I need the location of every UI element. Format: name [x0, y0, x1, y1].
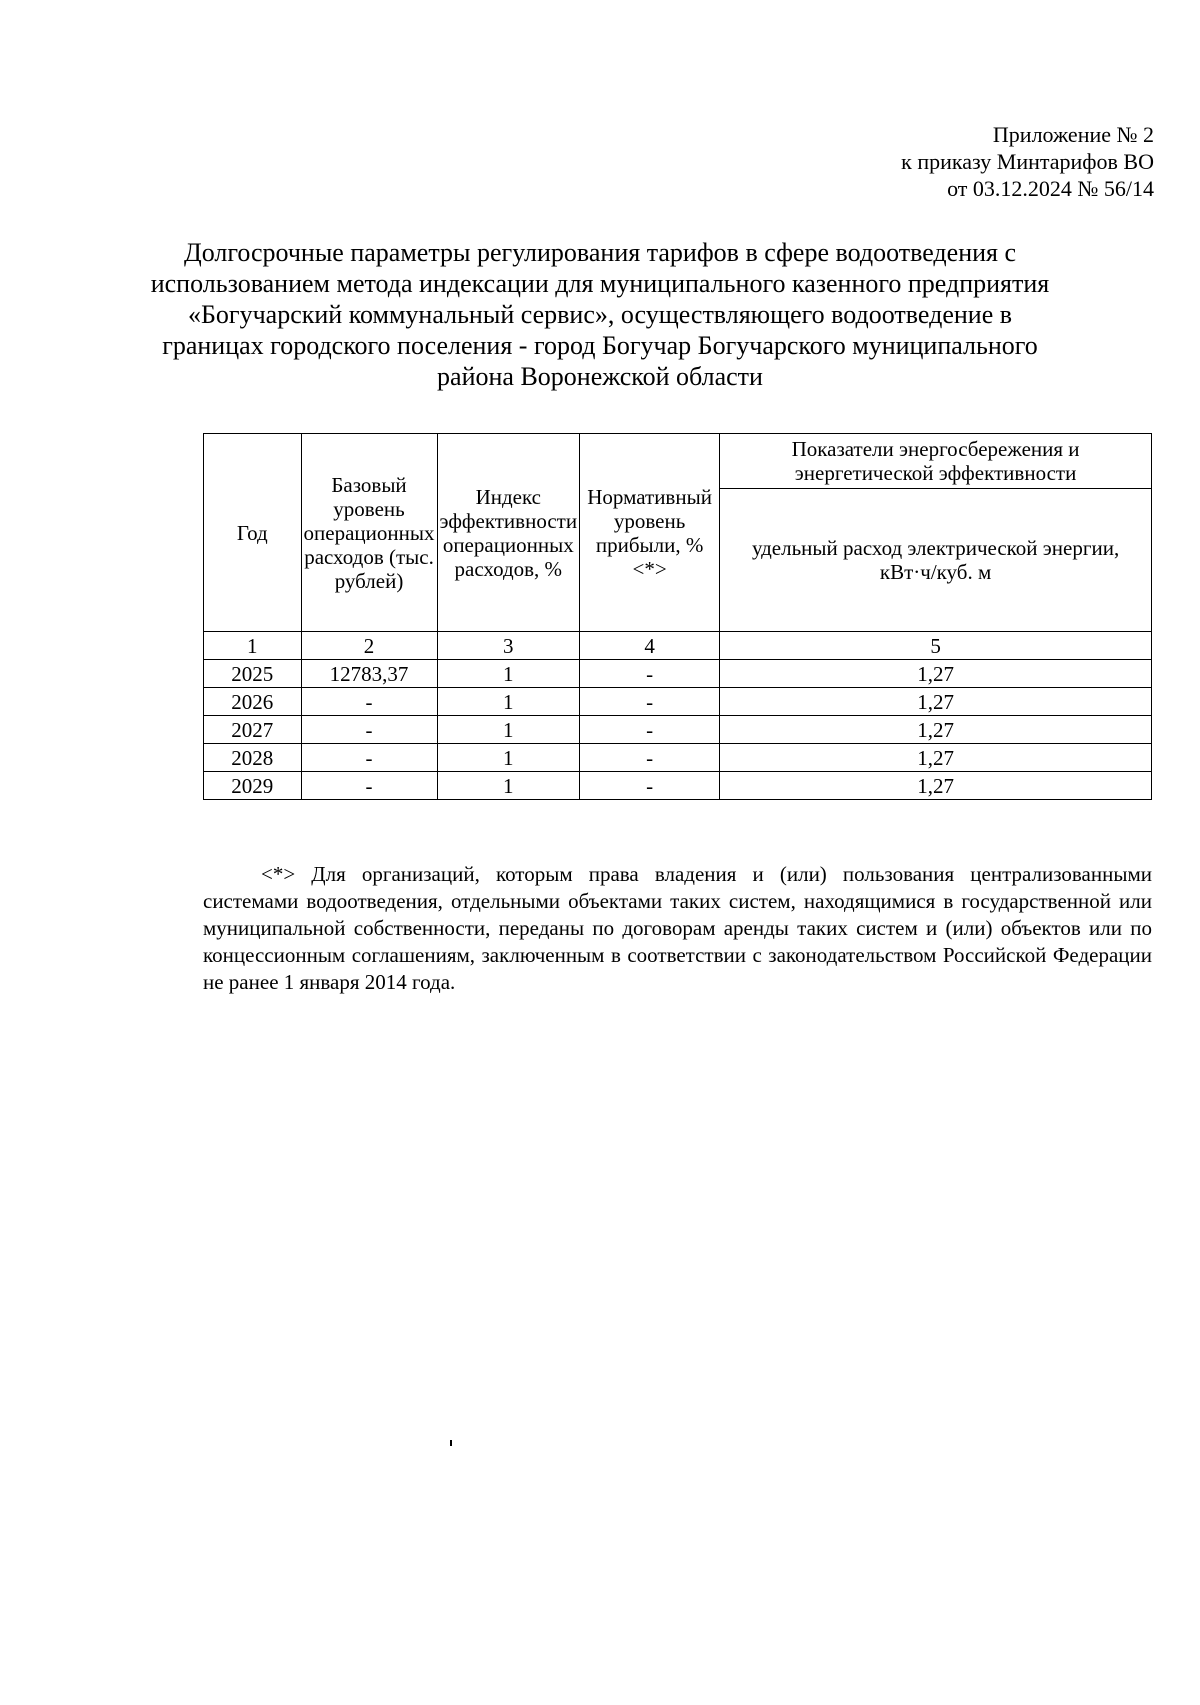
cell-base-level: - [301, 744, 437, 772]
cell-base-level: 12783,37 [301, 660, 437, 688]
header-normative-profit: Нормативный уровень прибыли, % <*> [580, 434, 720, 632]
cell-normative-profit: - [580, 744, 720, 772]
header-year: Год [204, 434, 302, 632]
appendix-order-date: от 03.12.2024 № 56/14 [947, 176, 1154, 201]
cell-energy-consumption: 1,27 [720, 688, 1152, 716]
appendix-order-ref: к приказу Минтарифов ВО [901, 149, 1154, 174]
table-row [204, 688, 1152, 716]
table-row [204, 744, 1152, 772]
parameters-table [203, 433, 1152, 800]
column-number: 5 [720, 632, 1152, 660]
cell-normative-profit: - [580, 772, 720, 800]
cell-base-level: - [301, 688, 437, 716]
cell-year: 2025 [204, 660, 302, 688]
cell-energy-consumption: 1,27 [720, 772, 1152, 800]
column-number: 1 [204, 632, 302, 660]
column-number: 2 [301, 632, 437, 660]
column-numbers-row [204, 632, 1152, 660]
cell-efficiency-index: 1 [437, 772, 580, 800]
cell-year: 2026 [204, 688, 302, 716]
table-row [204, 772, 1152, 800]
cell-normative-profit: - [580, 660, 720, 688]
header-base-level: Базовый уровень операционных расходов (тыс. рублей) [301, 434, 437, 632]
cell-year: 2028 [204, 744, 302, 772]
cell-energy-consumption: 1,27 [720, 660, 1152, 688]
cell-base-level: - [301, 716, 437, 744]
appendix-number: Приложение № 2 [992, 122, 1154, 147]
cell-efficiency-index: 1 [437, 688, 580, 716]
header-energy-group: Показатели энергосбережения и энергетической эффективности [720, 434, 1152, 489]
cell-normative-profit: - [580, 688, 720, 716]
cell-year: 2027 [204, 716, 302, 744]
scan-mark [450, 1440, 452, 1446]
document-title: Долгосрочные параметры регулирования тарифов в сфере водоотведения с использованием метода индексации для муниципального казенного предприятия «Богучарский коммунальный сервис», осуществляющего водоотведение в границах городского поселения - город Богучар Богучарского муниципального района Воронежской области [150, 238, 1050, 391]
table-row [204, 716, 1152, 744]
cell-year: 2029 [204, 772, 302, 800]
header-energy-consumption: удельный расход электрической энергии, кВт·ч/куб. м [720, 489, 1152, 632]
cell-normative-profit: - [580, 716, 720, 744]
column-number: 4 [580, 632, 720, 660]
cell-energy-consumption: 1,27 [720, 744, 1152, 772]
cell-efficiency-index: 1 [437, 716, 580, 744]
cell-base-level: - [301, 772, 437, 800]
table-row [204, 660, 1152, 688]
header-efficiency-index: Индекс эффективности операционных расходов, % [437, 434, 580, 632]
cell-energy-consumption: 1,27 [720, 716, 1152, 744]
cell-efficiency-index: 1 [437, 660, 580, 688]
column-number: 3 [437, 632, 580, 660]
appendix-header [901, 121, 1154, 202]
cell-efficiency-index: 1 [437, 744, 580, 772]
footnote: <*> Для организаций, которым права владения и (или) пользования централизованными системами водоотведения, отдельными объектами таких систем, находящимися в государственной или муниципальной собственности, переданы по договорам аренды таких систем и (или) объектов или по концессионным соглашениям, заключенным в соответствии с законодательством Российской Федерации не ранее 1 января 2014 года. [203, 862, 1152, 994]
